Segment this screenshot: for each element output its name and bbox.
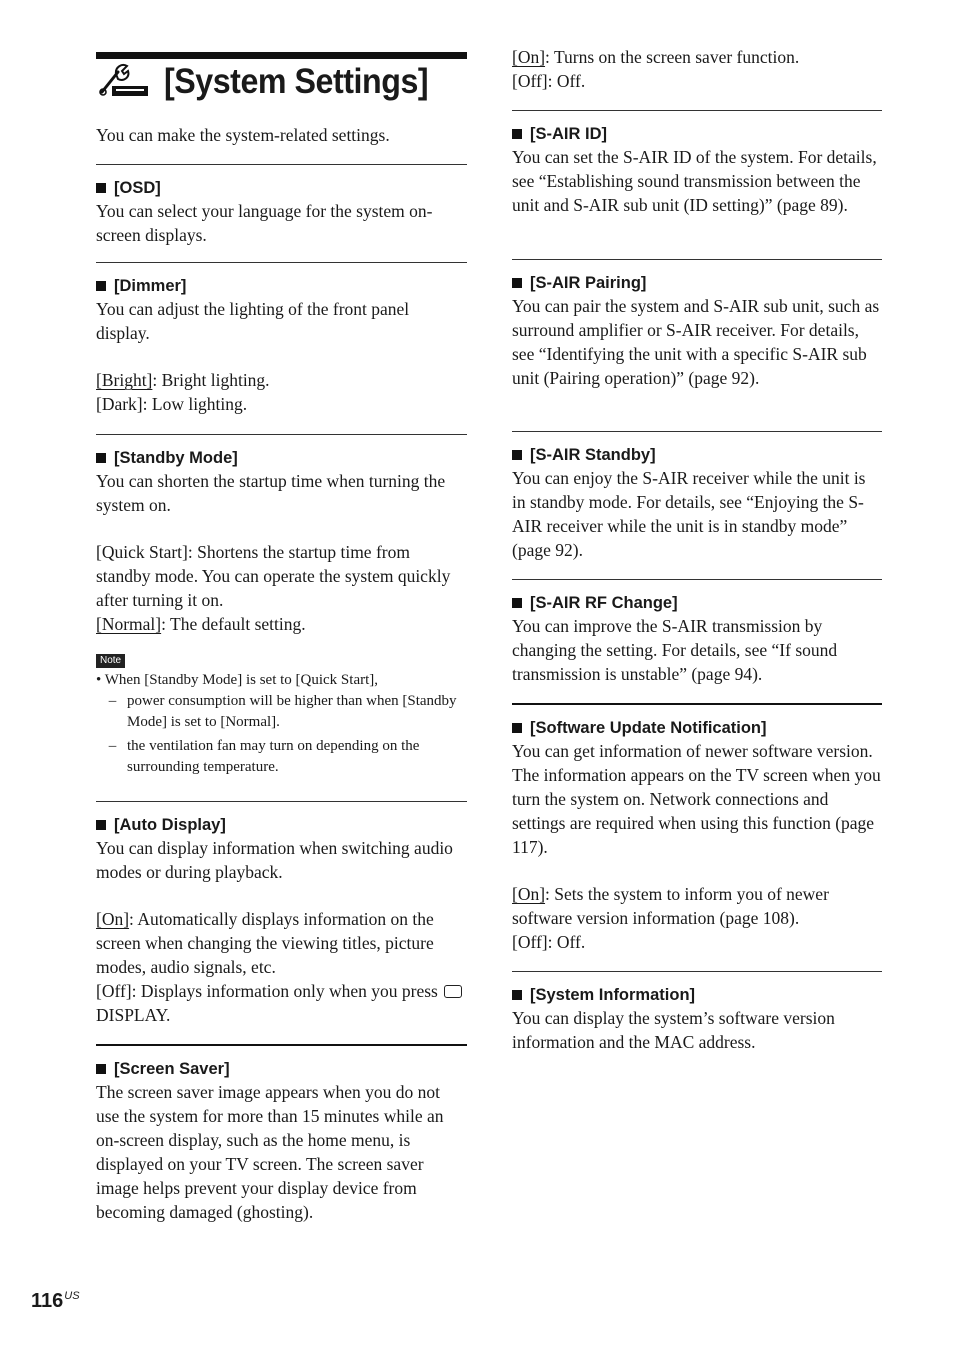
section-title: [System Information] bbox=[512, 972, 882, 1006]
screen-saver-options bbox=[512, 45, 882, 93]
section-body: You can improve the S-AIR transmission by changing the setting. For details, see “If sound transmission is unstable” (page 94). bbox=[512, 616, 838, 684]
section-title: [Auto Display] bbox=[96, 802, 467, 836]
title-row bbox=[96, 62, 451, 102]
section-dimmer bbox=[96, 262, 467, 416]
square-bullet-icon bbox=[96, 820, 106, 830]
section-software-update bbox=[512, 703, 882, 954]
section-title: [S-AIR ID] bbox=[512, 111, 882, 145]
page-title: [System Settings] bbox=[164, 62, 429, 101]
display-button-icon bbox=[444, 985, 462, 998]
section-body: You can get information of newer software version. The information appears on the TV screen when you turn the system on. Network connections and settings are required when using this function (page 117). bbox=[512, 741, 881, 857]
intro-text: You can make the system-related settings. bbox=[96, 125, 390, 145]
section-body: You can adjust the lighting of the front panel display. bbox=[96, 299, 410, 343]
option-quick-start: [Quick Start]: Shortens the startup time from standby mode. You can operate the system quickly after turning it on. bbox=[96, 542, 451, 610]
section-title: [S-AIR Standby] bbox=[512, 432, 882, 466]
square-bullet-icon bbox=[512, 129, 522, 139]
section-title: [Screen Saver] bbox=[96, 1046, 467, 1080]
note-intro: • When [Standby Mode] is set to [Quick Start], bbox=[96, 672, 379, 688]
square-bullet-icon bbox=[96, 1064, 106, 1074]
section-title: [S-AIR RF Change] bbox=[512, 580, 882, 614]
section-body: You can enjoy the S-AIR receiver while the unit is in standby mode. For details, see “Enjoying the S-AIR receiver while the unit is in standby mode” (page 92). bbox=[512, 468, 866, 560]
section-body: You can pair the system and S-AIR sub unit, such as surround amplifier or S-AIR receiver. For details, see “Identifying the unit with a specific S-AIR sub unit (Pairing operation)” (page 92). bbox=[512, 296, 880, 388]
square-bullet-icon bbox=[96, 183, 106, 193]
note-badge: Note bbox=[96, 654, 125, 668]
section-system-information bbox=[512, 971, 882, 1054]
section-body: You can select your language for the system on-screen displays. bbox=[96, 201, 433, 245]
section-title: [OSD] bbox=[96, 165, 467, 199]
option-off: [Off]: Off. bbox=[512, 932, 586, 952]
note-subitem: – power consumption will be higher than when [Standby Mode] is set to [Normal]. bbox=[108, 693, 457, 730]
section-title: [Software Update Notification] bbox=[512, 705, 882, 739]
wrench-settings-icon bbox=[96, 62, 152, 102]
section-body: The screen saver image appears when you do not use the system for more than 15 minutes while an on-screen display, such as the home menu, is displayed on your TV screen. The screen saver image helps prevent your display device from becoming damaged (ghosting). bbox=[96, 1082, 444, 1222]
option-bright: [Bright]: Bright lighting. bbox=[96, 370, 270, 390]
square-bullet-icon bbox=[96, 453, 106, 463]
section-title: [Standby Mode] bbox=[96, 435, 467, 469]
section-s-air-rf-change bbox=[512, 579, 882, 686]
option-off: [Off]: Displays information only when you press DISPLAY. bbox=[96, 979, 467, 1027]
note-subitem: – the ventilation fan may turn on depending on the surrounding temperature. bbox=[108, 738, 420, 775]
option-dark: [Dark]: Low lighting. bbox=[96, 394, 248, 414]
option-off: [Off]: Off. bbox=[512, 71, 586, 91]
page-number: $116^{US}$ bbox=[31, 1290, 80, 1312]
option-normal: [Normal]: The default setting. bbox=[96, 614, 306, 634]
section-s-air-pairing bbox=[512, 259, 882, 390]
square-bullet-icon bbox=[512, 723, 522, 733]
square-bullet-icon bbox=[512, 598, 522, 608]
option-on: [On]: Sets the system to inform you of newer software version information (page 108). bbox=[512, 884, 829, 928]
section-s-air-id bbox=[512, 110, 882, 217]
section-s-air-standby bbox=[512, 431, 882, 562]
section-osd bbox=[96, 164, 467, 247]
section-title: [S-AIR Pairing] bbox=[512, 260, 882, 294]
title-bar bbox=[96, 52, 467, 59]
option-on: [On]: Turns on the screen saver function. bbox=[512, 47, 800, 67]
square-bullet-icon bbox=[512, 278, 522, 288]
section-screen-saver bbox=[96, 1044, 467, 1224]
square-bullet-icon bbox=[512, 450, 522, 460]
note-list bbox=[96, 670, 467, 778]
section-body: You can display the system’s software version information and the MAC address. bbox=[512, 1008, 835, 1052]
square-bullet-icon bbox=[96, 281, 106, 291]
section-body: You can display information when switching audio modes or during playback. bbox=[96, 838, 453, 882]
section-auto-display bbox=[96, 801, 467, 1027]
section-body: You can shorten the startup time when turning the system on. bbox=[96, 471, 446, 515]
section-body: You can set the S-AIR ID of the system. For details, see “Establishing sound transmission between the unit and S-AIR sub unit (ID setting)” (page 89). bbox=[512, 147, 877, 215]
section-standby-mode bbox=[96, 434, 467, 778]
section-title: [Dimmer] bbox=[96, 263, 467, 297]
square-bullet-icon bbox=[512, 990, 522, 1000]
option-on: [On]: Automatically displays information on the screen when changing the viewing titles, picture modes, audio signals, etc. bbox=[96, 909, 434, 977]
